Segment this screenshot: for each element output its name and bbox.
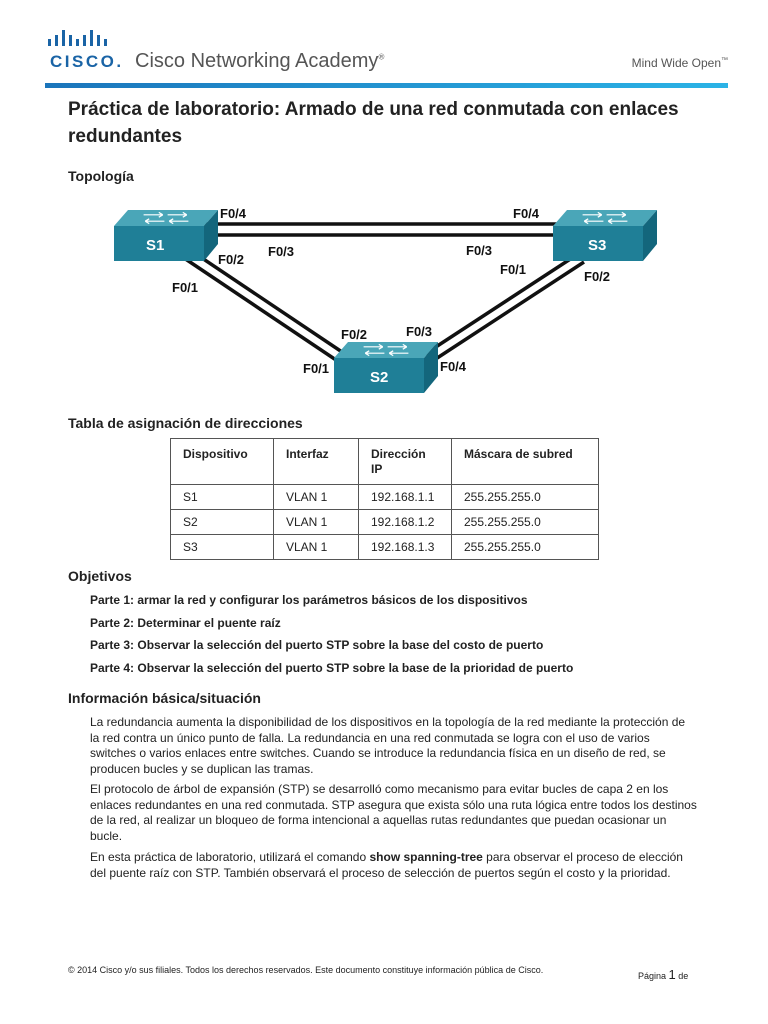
cell-device: S2 (171, 510, 274, 535)
switch-s1 (114, 210, 218, 261)
cell-device: S1 (171, 485, 274, 510)
page-number-value: 1 (668, 967, 676, 982)
cell-mask: 255.255.255.0 (452, 510, 599, 535)
port-label-s1-f03: F0/3 (268, 244, 295, 259)
table-row (171, 485, 599, 510)
cell-interface: VLAN 1 (274, 485, 359, 510)
header-rule (45, 83, 728, 88)
trademark-mark: ™ (721, 57, 728, 64)
switch-s1-label: S1 (146, 237, 165, 254)
list-item: Parte 4: Observar la selección del puerto STP sobre la base de la prioridad de puerto (90, 660, 574, 675)
port-label-s1-f04: F0/4 (220, 206, 247, 221)
port-label-s2-f01: F0/1 (303, 361, 330, 376)
section-objectives-heading: Objetivos (68, 568, 132, 584)
port-label-s3-f02: F0/2 (584, 269, 611, 284)
page-title: Práctica de laboratorio: Armado de una red conmutada con enlaces redundantes (68, 99, 679, 147)
switch-s3 (553, 210, 657, 261)
section-topology-heading: Topología (68, 168, 134, 184)
background-paragraph-2: El protocolo de árbol de expansión (STP) se desarrolló como mecanismo para evitar bucles de capa 2 en los enlaces redundantes en una red conmutada. STP asegura que exista sólo una ruta lógica entre todos los destinos de la red, al realizar un bloqueo de forma intencional a aquellas rutas redundantes que puedan ocasionar un bucle. (90, 782, 697, 843)
background-paragraph-3 (90, 850, 697, 881)
cell-interface: VLAN 1 (274, 510, 359, 535)
list-item: Parte 2: Determinar el puente raíz (90, 615, 281, 630)
port-label-s3-f03: F0/3 (466, 243, 493, 258)
port-label-s2-f03: F0/3 (406, 324, 433, 339)
col-header-interface: Interfaz (274, 439, 359, 485)
table-row (171, 535, 599, 560)
command-show-spanning-tree: show spanning-tree (369, 850, 483, 864)
registered-mark: ® (378, 52, 385, 62)
cell-ip: 192.168.1.3 (359, 535, 452, 560)
section-background-heading: Información básica/situación (68, 690, 261, 706)
link-s1-s2 (184, 250, 348, 364)
cell-interface: VLAN 1 (274, 535, 359, 560)
page-of: de (675, 971, 689, 981)
background-paragraph-1: La redundancia aumenta la disponibilidad de los dispositivos en la topología de la red mediante la protección de la red contra un único punto de falla. La redundancia en una red conmutada se logra con el uso de varios switches o varios enlaces entre switches. Cuando se introduce la redundancia física en un diseño de red, se producen bucles y se duplican las tramas. (90, 715, 686, 776)
cell-device: S3 (171, 535, 274, 560)
page-label: Página (638, 971, 669, 981)
page-number (638, 967, 688, 982)
cisco-wordmark-dot: . (116, 52, 124, 71)
table-row (171, 510, 599, 535)
switch-s2 (334, 342, 438, 393)
port-label-s2-f02: F0/2 (341, 327, 368, 342)
switch-s3-label: S3 (588, 237, 607, 254)
objectives-list (90, 592, 573, 682)
port-label-s1-f01: F0/1 (172, 280, 199, 295)
cell-ip: 192.168.1.2 (359, 510, 452, 535)
list-item: Parte 3: Observar la selección del puerto STP sobre la base del costo de puerto (90, 638, 544, 652)
link-s1-s3 (203, 224, 563, 235)
cisco-bars-icon (46, 30, 116, 50)
cell-mask: 255.255.255.0 (452, 485, 599, 510)
port-label-s1-f02: F0/2 (218, 252, 245, 267)
cell-ip: 192.168.1.1 (359, 485, 452, 510)
col-header-device: Dispositivo (171, 439, 274, 485)
table-header-row (171, 439, 599, 485)
footer-copyright: © 2014 Cisco y/o sus filiales. Todos los derechos reservados. Este documento constituye información pública de Cisco. (68, 965, 544, 975)
col-header-mask: Máscara de subred (452, 439, 599, 485)
document-header (0, 0, 768, 88)
tagline: Mind Wide Open (631, 56, 721, 70)
cisco-logo (46, 30, 124, 74)
academy-name: Cisco Networking Academy (135, 50, 379, 72)
port-label-s3-f04: F0/4 (513, 206, 540, 221)
topology-diagram (108, 196, 668, 406)
paragraph-3-rest: para observar el proceso de elección del puente raíz con STP. También observará el proceso de selección de puertos según el costo y la prioridad. (90, 850, 683, 880)
switch-s2-label: S2 (370, 369, 389, 386)
cisco-wordmark: CISCO (50, 52, 117, 71)
section-addressing-heading: Tabla de asignación de direcciones (68, 415, 303, 431)
list-item: Parte 1: armar la red y configurar los parámetros básicos de los dispositivos (90, 593, 528, 607)
port-label-s3-f01: F0/1 (500, 262, 527, 277)
col-header-ip: Dirección IP (359, 439, 452, 485)
port-label-s2-f04: F0/4 (440, 359, 467, 374)
cell-mask: 255.255.255.0 (452, 535, 599, 560)
addressing-table (170, 438, 599, 560)
paragraph-3-intro: En esta práctica de laboratorio, utilizará el comando (90, 850, 370, 864)
